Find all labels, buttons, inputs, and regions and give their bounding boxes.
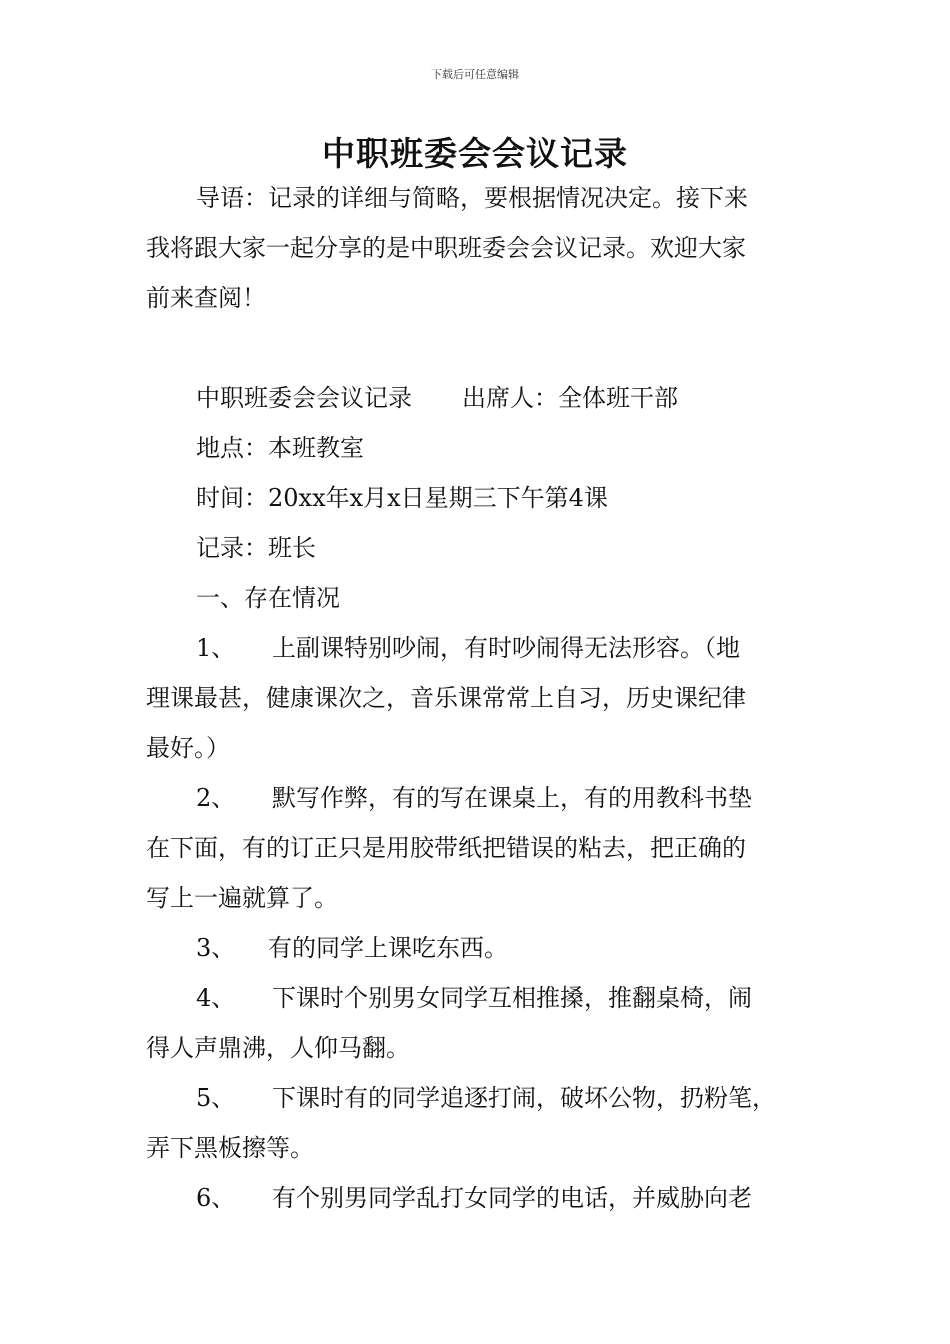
item-number: 2、	[196, 784, 236, 812]
intro-line: 前来查阅！	[146, 284, 266, 312]
item-text: 在下面，有的订正只是用胶带纸把错误的粘去，把正确的	[146, 834, 746, 862]
intro-line: 我将跟大家一起分享的是中职班委会会议记录。欢迎大家	[146, 234, 746, 262]
item-text: 得人声鼎沸，人仰马翻。	[146, 1034, 410, 1062]
item-text: 最好。）	[146, 734, 230, 762]
page-title: 中职班委会会议记录	[322, 134, 628, 173]
item-text: 写上一遍就算了。	[146, 884, 338, 912]
item-text: 默写作弊，有的写在课桌上，有的用教科书垫	[272, 784, 752, 812]
meta-location: 地点：本班教室	[196, 434, 364, 462]
meta-time: 时间：20xx年x月x日星期三下午第4课	[196, 484, 608, 512]
item-text: 上副课特别吵闹，有时吵闹得无法形容。（地	[272, 634, 740, 662]
item-number: 6、	[196, 1184, 236, 1212]
list-item	[196, 783, 866, 813]
section-heading: 一、存在情况	[196, 584, 340, 612]
record-name: 中职班委会会议记录	[196, 384, 412, 412]
list-item	[196, 1083, 866, 1113]
item-number: 4、	[196, 984, 236, 1012]
item-text: 下课时个别男女同学互相推搡，推翻桌椅，闹	[272, 984, 752, 1012]
item-text: 弄下黑板擦等。	[146, 1134, 314, 1162]
item-text: 有的同学上课吃东西。	[268, 934, 508, 962]
list-item	[196, 983, 866, 1013]
item-number: 5、	[196, 1084, 236, 1112]
meta-recorder: 记录：班长	[196, 534, 316, 562]
item-text: 有个别男同学乱打女同学的电话，并威胁向老	[272, 1184, 752, 1212]
item-number: 1、	[196, 634, 236, 662]
list-item	[196, 933, 866, 963]
header-note: 下载后可任意编辑	[431, 68, 519, 81]
attendees: 出席人：全体班干部	[462, 384, 678, 412]
list-item	[196, 1183, 866, 1213]
meta-record-line	[196, 383, 866, 413]
item-number: 3、	[196, 934, 236, 962]
list-item	[196, 633, 866, 663]
intro-line: 导语：记录的详细与简略，要根据情况决定。接下来	[196, 184, 748, 212]
item-text: 下课时有的同学追逐打闹，破坏公物，扔粉笔，	[272, 1084, 776, 1112]
item-text: 理课最甚，健康课次之，音乐课常常上自习，历史课纪律	[146, 684, 746, 712]
